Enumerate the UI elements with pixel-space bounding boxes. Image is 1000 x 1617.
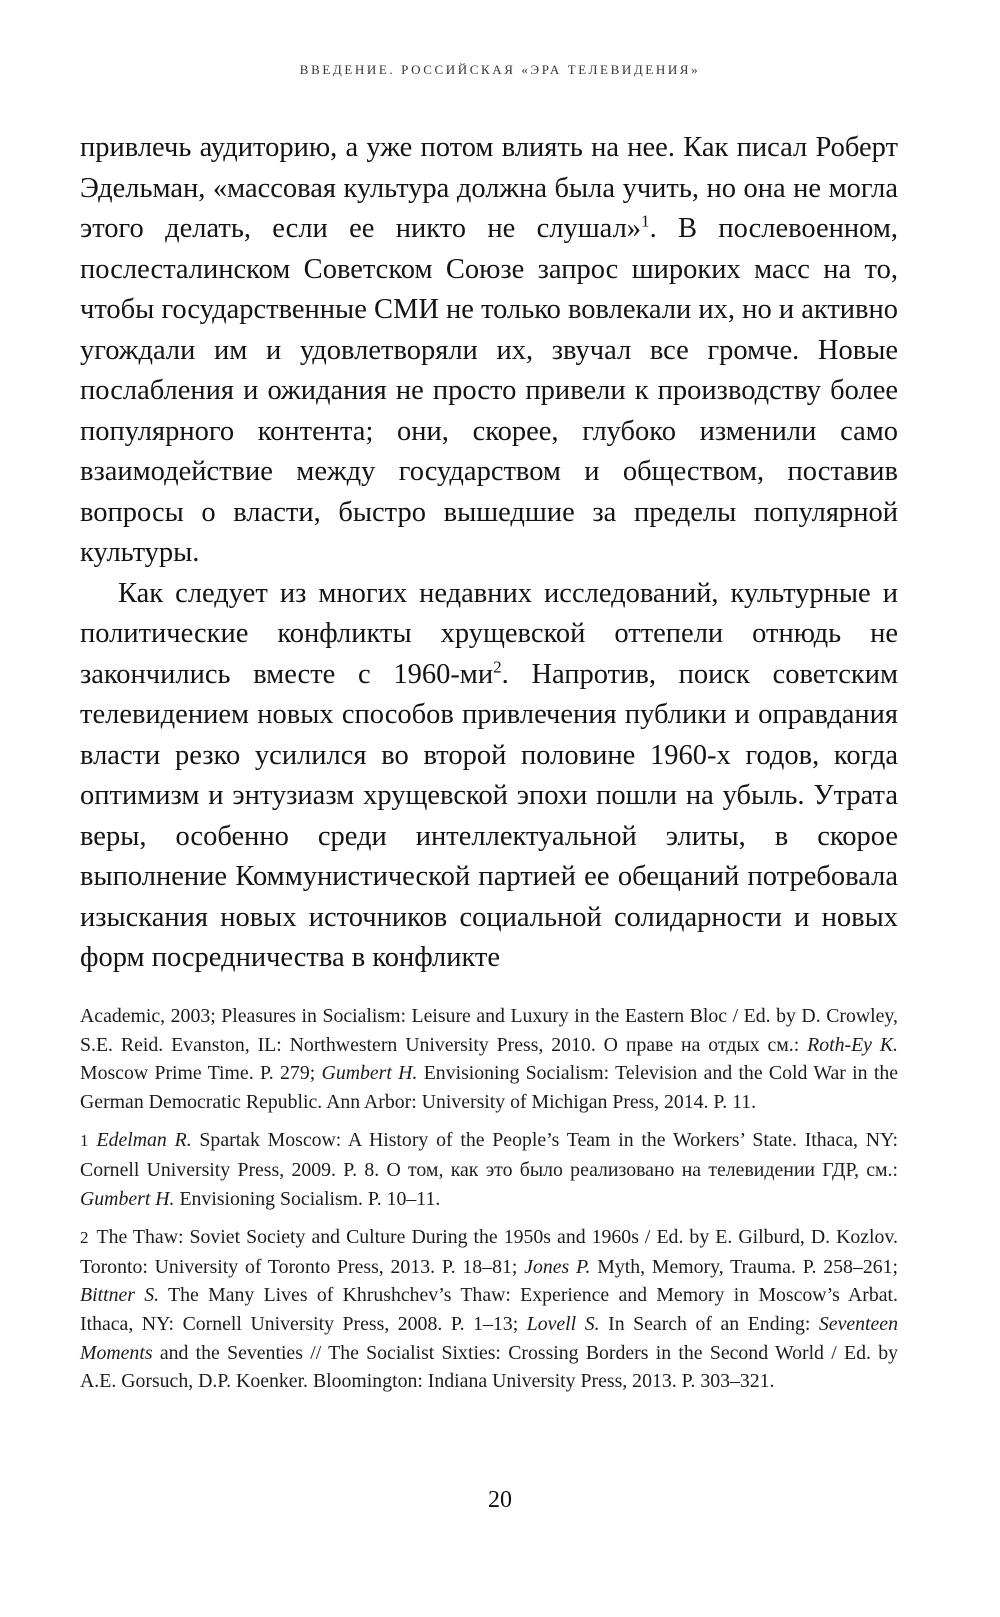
footnote-continuation [80,1002,898,1116]
footnote-text: In Search of an Ending: [599,1312,819,1335]
footnote-text: The Thaw: Soviet Society and Culture During the 1950s and 1960s / Ed. by E. Gilburd, D. Kozlov. Toronto: University of Toronto Press, 2013. P. 18–81; [80,1226,898,1278]
paragraph-2-text-b: . Напротив, поиск советским телевидением новых способов привлечения публики и оправдания власти резко усилился во второй половине 1960-х годов, когда оптимизм и энтузиазм хрущевской эпохи пошли на убыль. Утрата веры, особенно среди интеллектуальной элиты, в скорое выполнение Коммунистической партией ее обещаний потребовала изыскания новых источников социальной солидарности и новых форм посредничества в конфликте [80,658,898,973]
footnote-text: Moscow Prime Time. P. 279; [80,1062,322,1085]
running-head: ВВЕДЕНИЕ. РОССИЙСКАЯ «ЭРА ТЕЛЕВИДЕНИЯ» [299,62,701,77]
footnote-1 [80,1126,898,1213]
footnote-author: Jones P. [524,1255,591,1278]
footnotes [80,1002,898,1406]
paragraph-1-text-b: . В послевоенном, послесталинском Советском Союзе запрос широких масс на то, чтобы государственные СМИ не только вовлекали их, но и активно угождали им и удовлетворяли их, звучал все громче. Новые послабления и ожидания не просто привели к производству более популярного контента; они, скорее, глубоко изменили само взаимодействие между государством и обществом, поставив вопросы о власти, быстро вышедшие за пределы популярной культуры. [80,213,898,568]
footnote-ref-1: 1 [641,211,650,231]
footnote-author: Edelman R. [96,1129,192,1152]
footnote-author: Gumbert H. [80,1187,175,1210]
footnote-2-mark: 2 [80,1228,89,1248]
footnote-text: The Many Lives of Khrushchev’s Thaw: Experience and Memory in Moscow’s Arbat. Ithaca, NY: Cornell University Press, 2008. P. 1–13; [80,1284,898,1335]
paragraph-2 [80,574,898,979]
main-text [80,128,898,979]
page-number: 20 [488,1487,512,1513]
footnote-text: and the Seventies // The Socialist Sixties: Crossing Borders in the Second World / Ed. by A.E. Gorsuch, D.P. Koenker. Bloomington: Indiana University Press, 2013. P. 303–321. [80,1341,898,1393]
footnote-author: Roth-Ey K. [807,1033,898,1056]
footnote-text: Envisioning Socialism. P. 10–11. [174,1187,441,1210]
footnote-text: Envisioning Socialism: Television and the Cold War in the German Democratic Republic. Ann Arbor: University of Michigan Press, 2014. P. 11. [80,1062,898,1113]
paragraph-2-text-a: Как следует из многих недавних исследований, культурные и политические конфликты хрущевской оттепели отнюдь не закончились вместе с 1960-ми [80,577,898,690]
footnote-author: Gumbert H. [321,1062,418,1085]
footnote-author: Lovell S. [526,1312,600,1335]
footnote-ref-2: 2 [493,657,502,676]
footnote-1-mark: 1 [80,1131,89,1151]
footnote-2 [80,1223,898,1396]
footnote-text: Myth, Memory, Trauma. P. 258–261; [590,1255,898,1278]
paragraph-1-text-a: привлечь аудиторию, а уже потом влиять на нее. Как писал Роберт Эдельман, «массовая культура должна была учить, но она не могла этого делать, если ее никто не слушал» [80,132,898,244]
footnote-text: Academic, 2003; Pleasures in Socialism: Leisure and Luxury in the Eastern Bloc / Ed. by D. Crowley, S.E. Reid. Evanston, IL: Northwestern University Press, 2010. О праве на отдых см.: [80,1005,898,1056]
footnote-author: Bittner S. [80,1284,160,1307]
paragraph-1 [80,128,898,574]
footnote-title-italic: Seventeen Moments [80,1312,898,1364]
footnote-text: Spartak Moscow: A History of the People’s Team in the Workers’ State. Ithaca, NY: Cornell University Press, 2009. P. 8. О том, как это было реализовано на телевидении ГДР, см.: [80,1129,898,1181]
